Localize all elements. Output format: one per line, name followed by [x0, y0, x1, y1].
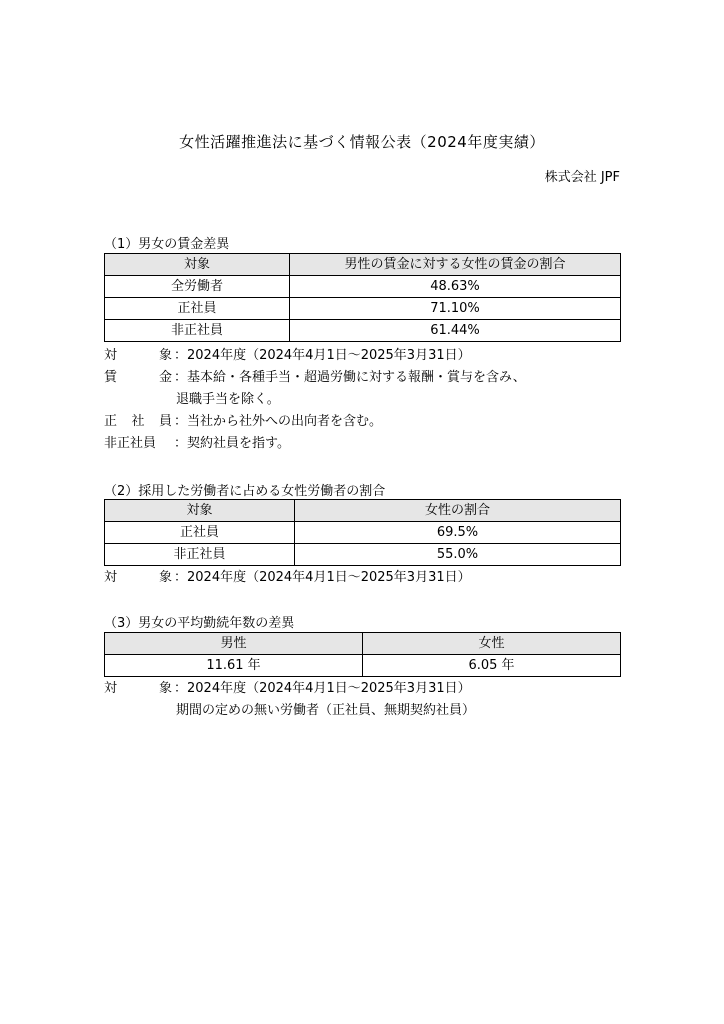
note-text-continued: 期間の定めの無い労働者（正社員、無期契約社員） — [176, 703, 476, 718]
note-label-char: 対 — [104, 681, 118, 696]
company-name: 株式会社 JPF — [544, 170, 620, 185]
table-header-cell: 女性の割合 — [295, 500, 621, 522]
table-cell: 55.0% — [295, 544, 621, 566]
page-title: 女性活躍推進法に基づく情報公表（2024年度実績） — [179, 133, 545, 151]
note-label-char: 象 — [158, 348, 172, 363]
table-row — [105, 655, 621, 677]
note-nonregular — [104, 433, 526, 455]
table-header-cell: 女性 — [363, 633, 621, 655]
table-cell: 正社員 — [105, 522, 295, 544]
table-row — [105, 320, 621, 342]
table-cell: 正社員 — [105, 298, 290, 320]
note-text: ：当社から社外への出向者を含む。 — [174, 414, 383, 429]
section3-notes — [104, 678, 475, 722]
section1-notes — [104, 345, 526, 455]
note-target — [104, 678, 475, 700]
table-cell: 69.5% — [295, 522, 621, 544]
note-text: ：契約社員を指す。 — [174, 436, 290, 451]
table-header-cell: 男性 — [105, 633, 363, 655]
note-label-char: 賃 — [104, 370, 118, 385]
note-text: ：基本給・各種手当・超過労働に対する報酬・賞与を含み、 — [174, 370, 526, 385]
note-label: 非正社員 — [104, 436, 157, 451]
section2-heading: （2）採用した労働者に占める女性労働者の割合 — [104, 484, 386, 499]
table-row — [105, 298, 621, 320]
table-header-row — [105, 500, 621, 522]
table-cell: 6.05 年 — [363, 655, 621, 677]
section1-heading: （1）男女の賃金差異 — [104, 237, 230, 252]
hiring-ratio-table — [104, 499, 621, 566]
note-regular — [104, 411, 526, 433]
table-cell: 11.61 年 — [105, 655, 363, 677]
note-label-char: 象 — [158, 681, 172, 696]
table-row — [105, 522, 621, 544]
note-text: ：2024年度（2024年4月1日～2025年3月31日） — [174, 348, 471, 363]
table-cell: 71.10% — [290, 298, 621, 320]
note-label-char: 正 — [104, 414, 118, 429]
note-label-char: 金 — [158, 370, 172, 385]
note-label-char: 社 — [131, 414, 145, 429]
table-cell: 非正社員 — [105, 320, 290, 342]
note-target — [104, 567, 471, 589]
section3-heading: （3）男女の平均勤続年数の差異 — [104, 616, 295, 631]
note-text: ：2024年度（2024年4月1日～2025年3月31日） — [174, 570, 471, 585]
table-row — [105, 544, 621, 566]
table-row — [105, 276, 621, 298]
note-label-char: 対 — [104, 348, 118, 363]
table-header-row — [105, 633, 621, 655]
note-label-char: 員 — [158, 414, 172, 429]
table-header-cell: 男性の賃金に対する女性の賃金の割合 — [290, 254, 621, 276]
tenure-table — [104, 632, 621, 677]
table-cell: 48.63% — [290, 276, 621, 298]
table-header-row — [105, 254, 621, 276]
note-label-char: 象 — [158, 570, 172, 585]
table-cell: 非正社員 — [105, 544, 295, 566]
note-wage — [104, 367, 526, 389]
note-text: ：2024年度（2024年4月1日～2025年3月31日） — [174, 681, 471, 696]
wage-gap-table — [104, 253, 621, 342]
table-header-cell: 対象 — [105, 500, 295, 522]
table-cell: 61.44% — [290, 320, 621, 342]
section2-notes — [104, 567, 471, 589]
note-target — [104, 345, 526, 367]
table-header-cell: 対象 — [105, 254, 290, 276]
table-cell: 全労働者 — [105, 276, 290, 298]
note-label-char: 対 — [104, 570, 118, 585]
note-text-continued: 退職手当を除く。 — [176, 392, 280, 407]
